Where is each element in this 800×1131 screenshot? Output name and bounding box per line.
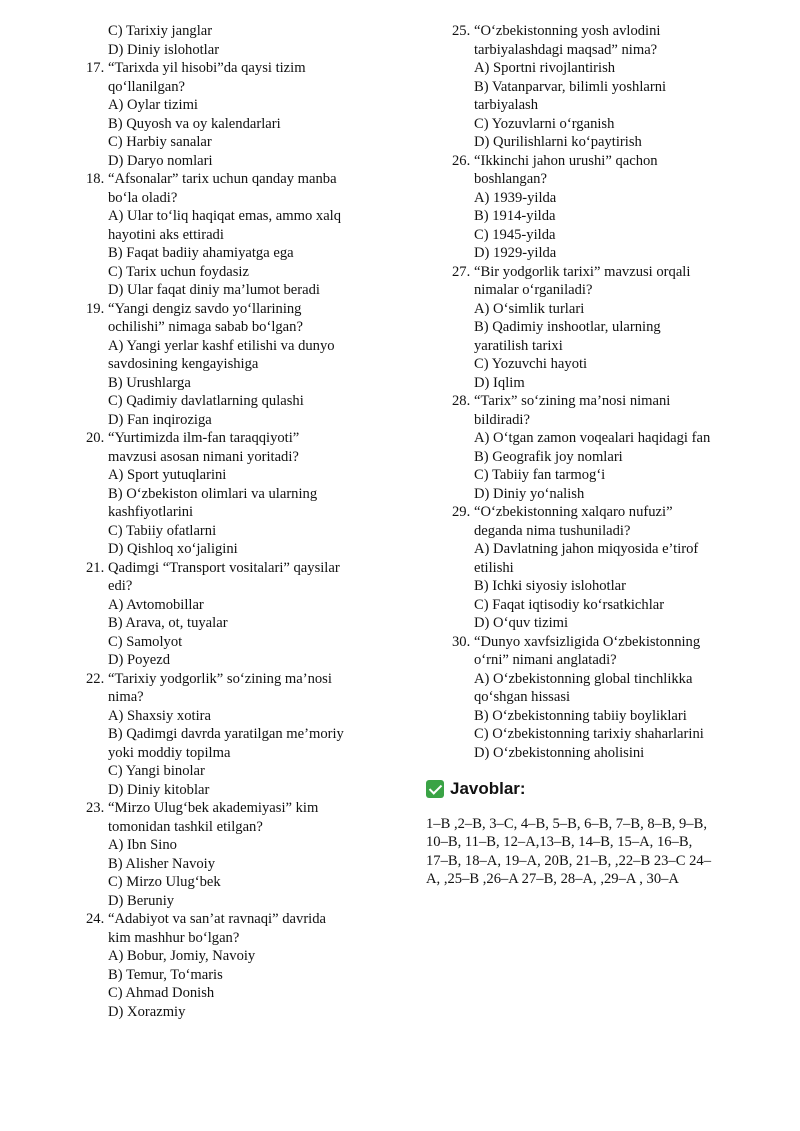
option: C) Tarixiy janglar: [108, 23, 213, 39]
option: D) Iqlim: [474, 374, 525, 391]
question-number: [86, 929, 108, 948]
question-text: mavzusi asosan nimani yoritadi?: [108, 448, 299, 465]
option: C) Tarix uchun foydasiz: [108, 263, 249, 280]
option: hayotini aks ettiradi: [108, 226, 224, 243]
option: etilishi: [474, 559, 514, 576]
option: B) Qadimgi davrda yaratilgan me’moriy: [108, 726, 344, 742]
option: D) Xorazmiy: [108, 1003, 186, 1020]
option: C) Yozuvlarni o‘rganish: [474, 115, 615, 132]
question-line: [452, 152, 752, 171]
question-line: [452, 522, 752, 541]
question-number: 17.: [86, 60, 105, 76]
question-line: [86, 429, 386, 448]
left-column: [86, 22, 386, 1021]
question-text: “Bir yodgorlik tarixi” mavzusi orqali: [474, 263, 691, 280]
option: D) Qishloq xo‘jaligini: [108, 541, 238, 557]
option: C) Harbiy sanalar: [108, 134, 212, 150]
option: D) Daryo nomlari: [108, 152, 213, 169]
question-text: edi?: [108, 578, 133, 594]
question-block: [86, 559, 386, 670]
question-number: [452, 651, 474, 670]
question-number: 23.: [86, 800, 105, 816]
answers-line: A, ,25–B ,26–A 27–B, 28–A, ,29–A , 30–A: [426, 871, 679, 887]
question-line: [86, 59, 386, 78]
option: B) Faqat badiiy ahamiyatga ega: [108, 245, 294, 261]
question-line: [86, 300, 386, 319]
option: A) Bobur, Jomiy, Navoiy: [108, 948, 256, 964]
option: D) 1929-yilda: [474, 245, 557, 261]
question-line: [86, 670, 386, 689]
option: D) Diniy yo‘nalish: [474, 485, 585, 502]
option: C) Faqat iqtisodiy ko‘rsatkichlar: [474, 596, 665, 613]
question-text: o‘rni” nimani anglatadi?: [474, 652, 617, 668]
question-block: [86, 429, 386, 559]
option: A) Yangi yerlar kashf etilishi va dunyo: [108, 337, 335, 354]
question-number: 30.: [452, 633, 471, 650]
option: B) Urushlarga: [108, 374, 191, 391]
question-block: [452, 503, 752, 633]
option: A) Davlatning jahon miqyosida e’tirof: [474, 541, 699, 557]
option: D) Beruniy: [108, 892, 175, 909]
question-text: ochilishi” nimaga sabab bo‘lgan?: [108, 319, 303, 335]
question-list: [86, 59, 386, 1021]
question-number: 19.: [86, 300, 105, 317]
question-line: [452, 41, 752, 60]
option: D) O‘quv tizimi: [474, 615, 569, 631]
option: B) 1914-yilda: [474, 208, 556, 224]
question-text: Qadimgi “Transport vositalari” qaysilar: [108, 559, 340, 576]
question-block: [86, 799, 386, 910]
answers-title: Javoblar:: [450, 779, 526, 798]
option: B) Qadimiy inshootlar, ularning: [474, 319, 661, 335]
option: D) Diniy kitoblar: [108, 781, 210, 798]
question-list: [452, 22, 752, 762]
question-text: bo‘la oladi?: [108, 189, 178, 206]
option: A) Avtomobillar: [108, 596, 204, 613]
option: C) Mirzo Ulug‘bek: [108, 874, 221, 890]
question-number: [86, 688, 108, 707]
question-line: [452, 633, 752, 652]
option: kashfiyotlarini: [108, 504, 194, 520]
answers-line: 10–B, 11–B, 12–A,13–B, 14–B, 15–A, 16–B,: [426, 834, 693, 850]
top-options: [86, 22, 386, 59]
question-line: [86, 318, 386, 337]
option: D) Ular faqat diniy ma’lumot beradi: [108, 282, 320, 298]
question-line: [86, 78, 386, 97]
option: D) Diniy islohotlar: [108, 41, 220, 58]
question-block: [452, 633, 752, 763]
question-text: “O‘zbekistonning yosh avlodini: [474, 23, 661, 39]
option: B) Ichki siyosiy islohotlar: [474, 578, 627, 594]
question-number: 20.: [86, 430, 105, 446]
question-text: “Dunyo xavfsizligida O‘zbekistonning: [474, 633, 701, 650]
question-number: 29.: [452, 504, 471, 520]
question-line: [86, 559, 386, 578]
question-number: [452, 170, 474, 189]
option: B) Vatanparvar, bilimli yoshlarni: [474, 78, 667, 95]
question-number: 18.: [86, 171, 105, 187]
option: savdosining kengayishiga: [108, 356, 259, 372]
question-number: [452, 411, 474, 430]
question-number: 28.: [452, 393, 471, 409]
question-number: [86, 818, 108, 837]
question-number: [86, 318, 108, 337]
question-text: “Afsonalar” tarix uchun qanday manba: [108, 171, 337, 187]
question-block: [452, 263, 752, 393]
question-number: [86, 189, 108, 208]
question-text: “Yangi dengiz savdo yo‘llarining: [108, 300, 302, 317]
question-block: [86, 59, 386, 170]
option: C) Tabiiy ofatlarni: [108, 522, 217, 539]
question-block: [86, 300, 386, 430]
option: D) Poyezd: [108, 652, 171, 668]
option: A) Shaxsiy xotira: [108, 707, 211, 724]
question-text: qo‘llanilgan?: [108, 78, 185, 95]
question-block: [452, 392, 752, 503]
option: A) Ular to‘liq haqiqat emas, ammo xalq: [108, 208, 342, 224]
question-text: “Yurtimizda ilm-fan taraqqiyoti”: [108, 430, 300, 446]
question-block: [452, 22, 752, 152]
answers-line: 1–B ,2–B, 3–C, 4–B, 5–B, 6–B, 7–B, 8–B, 9–B,: [426, 815, 707, 832]
question-number: 22.: [86, 670, 105, 687]
question-block: [86, 170, 386, 300]
option: C) Qadimiy davlatlarning qulashi: [108, 393, 304, 409]
question-number: 25.: [452, 23, 471, 39]
option: C) Tabiiy fan tarmog‘i: [474, 467, 606, 483]
option: yoki moddiy topilma: [108, 744, 231, 761]
answers-heading: [426, 780, 752, 799]
option: C) 1945-yilda: [474, 226, 556, 243]
question-line: [86, 929, 386, 948]
option: A) 1939-yilda: [474, 189, 557, 206]
option: C) O‘zbekistonning tarixiy shaharlarini: [474, 726, 704, 742]
question-line: [86, 688, 386, 707]
question-text: “Mirzo Ulug‘bek akademiyasi” kim: [108, 800, 319, 816]
question-number: 24.: [86, 911, 105, 927]
question-text: tomonidan tashkil etilgan?: [108, 818, 263, 835]
question-block: [86, 670, 386, 800]
option: D) Qurilishlarni ko‘paytirish: [474, 134, 642, 150]
question-line: [452, 170, 752, 189]
question-text: “Tarixiy yodgorlik” so‘zining ma’nosi: [108, 670, 332, 687]
question-text: tarbiyalashdagi maqsad” nima?: [474, 41, 658, 58]
check-mark-icon: [426, 780, 444, 798]
option: A) Oylar tizimi: [108, 97, 198, 113]
question-number: 27.: [452, 263, 471, 280]
option: B) Temur, To‘maris: [108, 966, 223, 983]
question-number: [86, 448, 108, 467]
option: B) Alisher Navoiy: [108, 855, 216, 872]
question-line: [86, 577, 386, 596]
option: D) Fan inqiroziga: [108, 411, 212, 428]
question-number: [452, 281, 474, 300]
option: B) Geografik joy nomlari: [474, 448, 623, 465]
question-line: [452, 651, 752, 670]
question-line: [452, 22, 752, 41]
question-text: nimalar o‘rganiladi?: [474, 282, 593, 298]
question-block: [452, 152, 752, 263]
answers-key: [426, 815, 746, 889]
question-text: “Ikkinchi jahon urushi” qachon: [474, 152, 658, 169]
question-line: [86, 818, 386, 837]
question-number: [452, 41, 474, 60]
question-line: [86, 170, 386, 189]
answers-line: 17–B, 18–A, 19–A, 20B, 21–B, ,22–B 23–C 24–: [426, 852, 712, 869]
question-line: [452, 411, 752, 430]
option: C) Samolyot: [108, 633, 183, 650]
question-text: deganda nima tushuniladi?: [474, 522, 631, 539]
option: A) O‘simlik turlari: [474, 300, 585, 317]
right-column: [426, 22, 752, 889]
question-number: 21.: [86, 559, 105, 576]
question-number: [86, 78, 108, 97]
option: B) Quyosh va oy kalendarlari: [108, 115, 281, 132]
option: B) O‘zbekistonning tabiiy boyliklari: [474, 707, 687, 724]
question-text: “Adabiyot va san’at ravnaqi” davrida: [108, 911, 327, 927]
option: C) Yozuvchi hayoti: [474, 356, 588, 372]
question-text: “Tarix” so‘zining ma’nosi nimani: [474, 393, 671, 409]
option: A) Ibn Sino: [108, 837, 177, 853]
question-block: [86, 910, 386, 1021]
question-line: [86, 448, 386, 467]
question-line: [452, 263, 752, 282]
question-line: [86, 799, 386, 818]
option: A) Sport yutuqlarini: [108, 467, 227, 483]
question-line: [452, 392, 752, 411]
option: B) Arava, ot, tuyalar: [108, 615, 228, 631]
question-text: “Tarixda yil hisobi”da qaysi tizim: [108, 60, 306, 76]
question-text: kim mashhur bo‘lgan?: [108, 929, 240, 946]
option: A) O‘zbekistonning global tinchlikka: [474, 670, 693, 687]
question-number: [452, 522, 474, 541]
option: A) Sportni rivojlantirish: [474, 60, 616, 76]
option: yaratilish tarixi: [474, 337, 563, 354]
question-line: [86, 910, 386, 929]
question-line: [86, 189, 386, 208]
question-line: [452, 503, 752, 522]
question-number: 26.: [452, 152, 471, 169]
option: B) O‘zbekiston olimlari va ularning: [108, 485, 318, 502]
option: A) O‘tgan zamon voqealari haqidagi fan: [474, 430, 711, 446]
question-line: [452, 281, 752, 300]
question-number: [86, 577, 108, 596]
option: D) O‘zbekistonning aholisini: [474, 744, 645, 761]
question-text: boshlangan?: [474, 171, 547, 187]
option: tarbiyalash: [474, 97, 539, 113]
question-text: bildiradi?: [474, 411, 530, 428]
question-text: “O‘zbekistonning xalqaro nufuzi”: [474, 504, 673, 520]
question-text: nima?: [108, 689, 144, 705]
option: C) Yangi binolar: [108, 763, 205, 779]
option: C) Ahmad Donish: [108, 985, 215, 1001]
option: qo‘shgan hissasi: [474, 689, 571, 705]
